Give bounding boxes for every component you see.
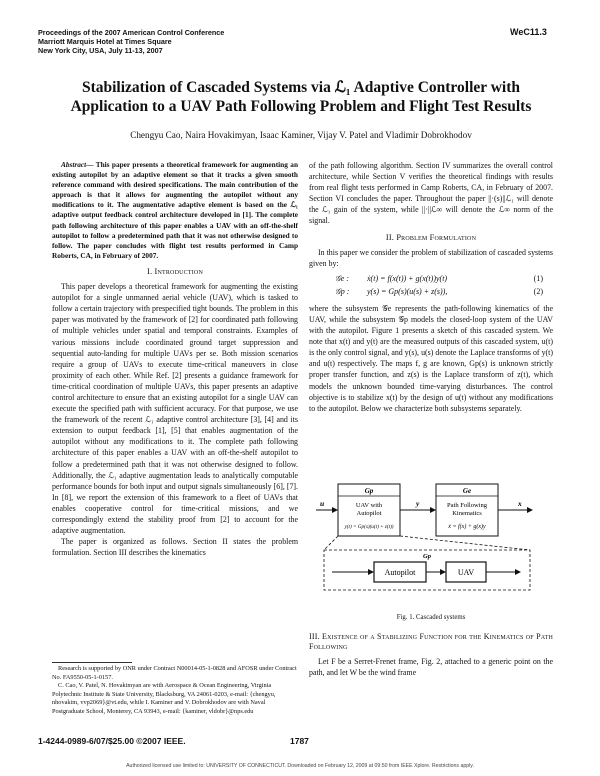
paper-title xyxy=(40,78,562,116)
equation xyxy=(309,273,553,286)
paragraph: In this paper we consider the problem of stabilization of cascaded systems given by: xyxy=(309,247,553,268)
conference-line: Marriott Marquis Hotel at Times Square xyxy=(38,37,172,46)
uav-label: UAV xyxy=(457,568,475,577)
author-list: Chengyu Cao, Naira Hovakimyan, Isaac Kaminer, Vijay V. Patel and Vladimir Dobrokhodov xyxy=(130,130,472,140)
paragraph: Let F be a Serret-Frenet frame, Fig. 2, attached to a generic point on the path, and let W be the wind frame xyxy=(309,657,553,678)
zoom-line-right xyxy=(400,536,530,550)
license-notice: Authorized licensed use limited to: UNIVERSITY OF CONNECTICUT. Downloaded on February 12, 2009 at 09:50 from IEEE Xplore. Restrictions apply. xyxy=(126,763,474,769)
section-heading: II. Problem Formulation xyxy=(385,232,477,242)
equation-number: (2) xyxy=(533,286,543,296)
equation-rhs: ẋ(t) = f(x(t)) + g(x(t))y(t) xyxy=(367,273,448,283)
equation-rhs: y(s) = Gp(s)(u(s) + z(s)), xyxy=(367,286,448,296)
input-label: u xyxy=(320,499,325,508)
equation-number: (1) xyxy=(533,273,543,283)
autopilot-label: Autopilot xyxy=(384,568,416,577)
abstract-label: Abstract xyxy=(61,160,87,169)
paragraph: where the subsystem 𝒢e represents the path-following kinematics of the UAV, while the subsystem 𝒢p models the closed-loop system of the UAV with the autopilot. Figure 1 presents a sketch of this cascaded system. We note that x(t) and y(t) are the measured outputs of this cascaded system, u(t) is the only control signal, and y(s), u(s) denote the Laplace transforms of y(t) and u(t) respectively. The maps f, g are known, Gp(s) is unknown strictly proper transfer function, and z(s) is the Laplace transform of z(t), which models the unknown bounded time-varying disturbances. The control objective is to stabilize x(t) by the design of u(t) without any modifications to the autopilot. Below we characterize both subsystems separately. xyxy=(309,303,553,413)
conference-line: Proceedings of the 2007 American Control Conference xyxy=(38,28,225,37)
gp-block-title: Gp xyxy=(364,487,374,495)
paragraph: of the path following algorithm. Section IV summarizes the overall control architecture, while Section V verifies the theoretical findings with results from real flight tests performed in Camp Roberts, CA, in February of 2007. Section VI concludes the paper. Throughout the paper ||·(s)||ℒ₁ will denote the ℒ₁ gain of the system, while ||·||ℒ∞ will denote the ℒ∞ norm of the signal. xyxy=(309,161,553,226)
section-heading: I. Introduction xyxy=(146,266,203,276)
gp-block-line1: UAV with xyxy=(355,502,383,509)
page-number: 1787 xyxy=(290,736,309,746)
zoom-line-left xyxy=(324,536,338,550)
paragraph: This paper develops a theoretical framework for augmenting the existing autopilot for a single unmanned aerial vehicle (UAV), which is tasked to follow a certain trajectory with prespecified tight bounds. The problem in this paper was motivated by the framework of [2] for coordinated path following of multiple vehicles under spatial and temporal constraints. Examples of various missions include coordinated ground target suppression and sequential auto-landing for multiple UAVs per se. Both mission scenarios require a group of UAVs to execute time-critical maneuvers in close proximity of each other. While Ref. [2] presents a guidance framework for time-critical coordination of multiple UAVs, this paper presents an adaptive control architecture to ensure that an existing autopilot for a single UAV can execute the specified path with sufficient accuracy. For that purpose, we use the framework of the recent ℒ₁ adaptive control architecture [3], [4] and its extension to output feedback [1], [5] that enables augmentation of the autopilot without any modifications to it. The complete path following architecture of this paper enables a UAV with an off-the-shelf autopilot to follow a predetermined path that it was not otherwise designed to follow. Additionally, the ℒ₁ adaptive augmentation leads to analytically computable performance bounds for both input and output signals simultaneously [6], [7]. In [8], we report the extension of this framework to a fleet of UAVs that enables cooperative control for time-critical missions, and we correspondingly extend the stability proof from [2] to account for the adaptive augmentation. xyxy=(52,282,298,536)
footnote-paragraph: C. Cao, V. Patel, N. Hovakimyan are with Aerospace & Ocean Engineering, Virginia Polytechnic Institute & State University, Blacksburg, VA 24061-0203, e-mail: {chengyu, nhovakim, vvp2069}@vt.edu, while I. Kaminer and V. Dobrokhodov are with Naval Postgraduate School, Monterey, CA 93943, e-mail: {kaminer, vldobr}@nps.edu xyxy=(52,682,276,715)
ge-block-line1: Path Following xyxy=(447,502,487,509)
output-label: x xyxy=(518,499,522,508)
paragraph: The paper is organized as follows. Section II states the problem formulation. Section III describes the kinematics xyxy=(52,537,298,558)
gp-block-line2: Autopilot xyxy=(356,510,382,517)
footnote-paragraph: Research is supported by ONR under Contract N00014-05-1-0828 and AFOSR under Contract No. FA9550-05-1-0157. xyxy=(52,665,297,681)
equation xyxy=(309,286,553,299)
abstract-text: — This paper presents a theoretical framework for augmenting an existing autopilot by an adaptive element so that it tracks a given smooth reference command with desired specifications. The main contribution of the approach is that it allows for augmenting the autopilot without any modifications to it. The augmentative adaptive element is based on the ℒ₁ adaptive output feedback control architecture developed in [1]. The complete path following architecture of this paper enables a UAV with an off-the-shelf autopilot to follow a predetermined path that it was not otherwise designed to follow. The paper concludes with flight test results performed in Camp Roberts, CA, in February of 2007. xyxy=(52,160,298,260)
middle-label: y xyxy=(416,499,420,508)
conference-line: New York City, USA, July 11-13, 2007 xyxy=(38,46,163,55)
ge-block-equation: ẋ = f(x) + g(x)y xyxy=(448,524,486,530)
right-column xyxy=(309,160,553,414)
cascaded-system-figure xyxy=(314,480,540,592)
conference-header xyxy=(38,28,224,55)
ge-block-line2: Kinematics xyxy=(452,510,482,517)
abstract xyxy=(52,160,298,261)
footnote-rule xyxy=(52,662,132,663)
equation-lhs: 𝒢e : xyxy=(335,273,349,283)
footnote xyxy=(52,662,298,717)
session-code: WeC11.3 xyxy=(510,27,547,37)
ge-block-title: Ge xyxy=(462,487,472,495)
title-line: Stabilization of Cascaded Systems via ℒ₁ Adaptive Controller with xyxy=(81,79,521,96)
figure-caption: Fig. 1. Cascaded systems xyxy=(396,614,466,621)
title-line: Application to a UAV Path Following Problem and Flight Test Results xyxy=(70,98,532,115)
section-3 xyxy=(309,632,553,678)
equation-lhs: 𝒢p : xyxy=(335,286,350,296)
gp-block-equation: y(t) = Gp(s)(u(t) + z(t)) xyxy=(344,524,394,530)
publication-id: 1-4244-0989-6/07/$25.00 ©2007 IEEE. xyxy=(38,736,186,746)
gp-detail-label: Gp xyxy=(423,553,431,560)
left-column xyxy=(52,160,298,558)
section-heading: III. Existence of a Stabilizing Function for the Kinematics of Path Following xyxy=(309,632,553,651)
